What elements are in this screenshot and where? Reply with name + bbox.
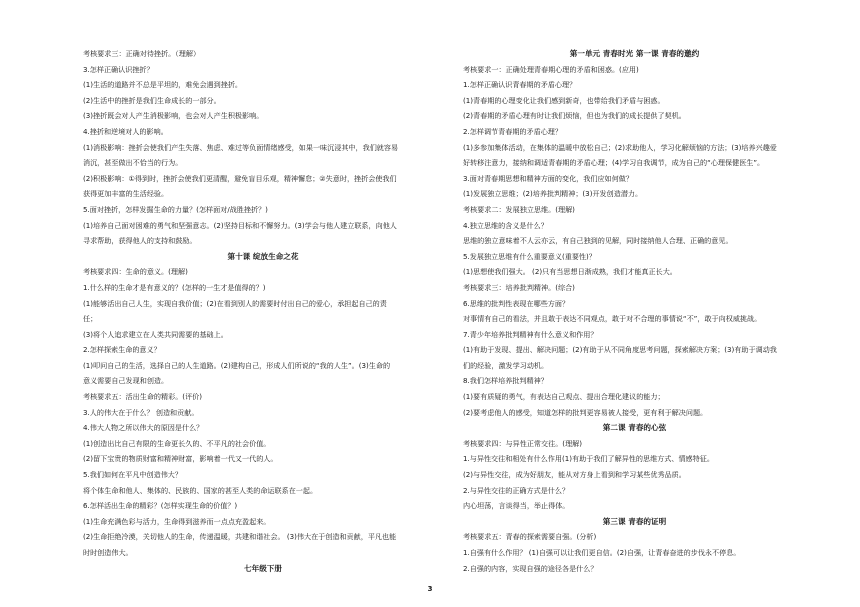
text-line: (2)留下宝贵的物质财富和精神财富，影响着一代又一代的人。 bbox=[83, 454, 278, 464]
text-line: (1)要有质疑的勇气，有表达自己观点、提出合理化建议的能力； bbox=[463, 392, 665, 402]
text-line: (1)生活的道路并不总是平坦的，难免会遇到挫折。 bbox=[83, 80, 243, 90]
section-heading: 第三课 青春的证明 bbox=[602, 516, 667, 526]
text-line: (1)培养自己面对困难的勇气和坚强意志。(2)坚持目标和不懈努力。(3)学会与他人建立联系，向他人 bbox=[83, 220, 397, 230]
text-line: 思维的独立意味着不人云亦云，有自己独到的见解，同时接纳他人合理、正确的意见。 bbox=[463, 236, 733, 246]
text-line: (2)青春期的矛盾心理有时让我们烦恼，但也为我们的成长提供了契机。 bbox=[463, 111, 686, 121]
right-column bbox=[463, 46, 806, 576]
text-line: 消沉，甚至做出不恰当的行为。 bbox=[83, 158, 183, 168]
text-line: 4.伟大人物之所以伟大的原因是什么？ bbox=[83, 423, 204, 433]
text-line: 3.人的伟大在于什么？ 创造和贡献。 bbox=[83, 407, 199, 417]
text-line: 意义需要自己发现和创造。 bbox=[83, 376, 169, 386]
section-heading: 七年级下册 bbox=[244, 563, 282, 573]
text-line: 7.青少年培养批判精神有什么意义和作用？ bbox=[463, 329, 598, 339]
text-line: 2.与异性交往的正确方式是什么？ bbox=[463, 485, 570, 495]
text-line: (2)要考虑他人的感受，知道怎样的批判更容易被人接受，更有利于解决问题。 bbox=[463, 407, 708, 417]
text-line: 将个体生命和他人、集体的、民族的、国家的甚至人类的命运联系在一起。 bbox=[83, 485, 318, 495]
section-heading: 第二课 青春的心弦 bbox=[602, 423, 667, 433]
text-line: 6.怎样活出生命的精彩？(怎样实现生命的价值？) bbox=[83, 501, 238, 511]
text-line: (1)创造出比自己有限的生命更长久的、不平凡的社会价值。 bbox=[83, 438, 271, 448]
text-line: (1)消极影响：挫折会使我们产生失落、焦虑、难过等负面情绪感受，如果一味沉浸其中，我们就容易 bbox=[83, 142, 399, 152]
text-line: (2)与异性交往，成为好朋友，能从对方身上看到和学习某些优秀品质。 bbox=[463, 470, 686, 480]
text-line: (1)多参加集体活动，在集体的温暖中放松自己；(2)求助他人，学习化解烦恼的方法；(3)培养兴趣爱 bbox=[463, 142, 777, 152]
text-line: 2.怎样探索生命的意义？ bbox=[83, 345, 161, 355]
page-number: 3 bbox=[427, 585, 433, 593]
text-line: 考核要求四：生命的意义。(理解) bbox=[83, 267, 188, 277]
text-line: (1)叩问自己的生活，选择自己的人生道路。(2)建构自己，形成人们所说的“我的人生”。(3)生命的 bbox=[83, 360, 391, 370]
text-line: (2)积极影响：①得到时，挫折会使我们更清醒，避免盲目乐观，精神懈怠；②失意时，挫折会使我们 bbox=[83, 173, 397, 183]
text-line: 考核要求一：正确处理青春期心理的矛盾和困惑。(应用) bbox=[463, 64, 639, 74]
text-line: 1.怎样正确认识青春期的矛盾心理？ bbox=[463, 80, 577, 90]
text-line: 任； bbox=[83, 314, 98, 324]
text-line: 们的经验，激发学习动机。 bbox=[463, 360, 549, 370]
section-heading: 第十课 绽放生命之花 bbox=[227, 251, 299, 261]
text-line: (1)有助于发现、提出、解决问题；(2)有助于从不同角度思考问题，探索解决方案；(3)有助于调动我 bbox=[463, 345, 777, 355]
text-line: (1)思想使我们强大。 (2)只有当思想日渐成熟，我们才能真正长大。 bbox=[463, 267, 677, 277]
text-line: (2)生命拒绝冷漠，关切他人的生命，传递温暖，共建和谐社会。 (3)伟大在于创造和贡献，平凡也能 bbox=[83, 532, 397, 542]
text-line: 考核要求三：培养批判精神。(综合) bbox=[463, 282, 575, 292]
text-line: 2.怎样调节青春期的矛盾心理？ bbox=[463, 126, 562, 136]
text-line: (1)生命充满色彩与活力，生命得到滋养而一点点充盈起来。 bbox=[83, 516, 271, 526]
text-line: 4.独立思维的含义是什么？ bbox=[463, 220, 548, 230]
text-line: 内心坦荡，言谈得当，举止得体。 bbox=[463, 501, 570, 511]
text-line: 考核要求四：与异性正常交往。(理解) bbox=[463, 438, 583, 448]
text-line: 3.怎样正确认识挫折？ bbox=[83, 64, 154, 74]
text-line: (1)发展独立思维；(2)培养批判精神；(3)开发创造潜力。 bbox=[463, 189, 643, 199]
text-line: 2.自强的内容，实现自强的途径各是什么？ bbox=[463, 563, 598, 573]
text-line: 1.什么样的生命才是有意义的？(怎样的一生才是值得的？) bbox=[83, 282, 266, 292]
text-line: 时时创造伟大。 bbox=[83, 548, 133, 557]
text-line: 6.思维的批判性表现在哪些方面？ bbox=[463, 298, 570, 308]
text-line: 1.自强有什么作用？ (1)自强可以让我们更自信。(2)自强，让青春奋进的步伐永不停息。 bbox=[463, 548, 741, 557]
text-line: 1.与异性交往和相处有什么作用(1)有助于我们了解异性的思维方式、情感特征。 bbox=[463, 454, 714, 464]
text-line: 考核要求三：正确对待挫折。（理解） bbox=[83, 49, 201, 58]
text-line: 考核要求五：活出生命的精彩。(评价) bbox=[83, 392, 203, 402]
text-line: 考核要求五：青春的探索需要自强。(分析) bbox=[463, 532, 597, 542]
text-line: (1)能够活出自己人生，实现自我价值；(2)在看到别人的需要时付出自己的爱心，承担起自己的责 bbox=[83, 298, 387, 308]
text-line: (1)青春期的心理变化让我们感到新奇，也带给我们矛盾与困惑。 bbox=[463, 95, 665, 105]
text-line: 考核要求二：发展独立思维。(理解) bbox=[463, 204, 575, 214]
text-line: (2)生活中的挫折是我们生命成长的一部分。 bbox=[83, 95, 221, 105]
text-line: (3)挫折既会对人产生消极影响，也会对人产生积极影响。 bbox=[83, 111, 264, 121]
text-line: 8.我们怎样培养批判精神？ bbox=[463, 376, 548, 386]
text-line: 寻求帮助，获得他人的支持和鼓励。 bbox=[83, 236, 197, 246]
text-line: 5.发展独立思维有什么重要意义(重要性)？ bbox=[463, 251, 596, 261]
text-line: 获得更加丰富的生活经验。 bbox=[83, 189, 169, 199]
text-line: 3.面对青春期思想和精神方面的变化，我们应如何做？ bbox=[463, 173, 633, 183]
text-line: 5.面对挫折，怎样发掘生命的力量？(怎样面对/战胜挫折？) bbox=[83, 204, 268, 214]
text-line: 4.挫折和逆境对人的影响。 bbox=[83, 126, 168, 136]
left-column bbox=[83, 46, 443, 576]
text-line: (3)将个人追求建立在人类共同需要的基础上。 bbox=[83, 329, 228, 339]
section-heading: 第一单元 青春时光 第一课 青春的邀约 bbox=[569, 49, 700, 58]
text-line: 5.我们如何在平凡中创造伟大？ bbox=[83, 470, 182, 480]
text-line: 对事情有自己的看法，并且敢于表达不同观点，敢于对不合理的事情说“不”，敢于向权威挑战。 bbox=[463, 314, 762, 324]
text-line: 好转移注意力，接纳和调适青春期的矛盾心理；(4)学习自我调节，成为自己的“心理保健医生”。 bbox=[463, 158, 765, 168]
